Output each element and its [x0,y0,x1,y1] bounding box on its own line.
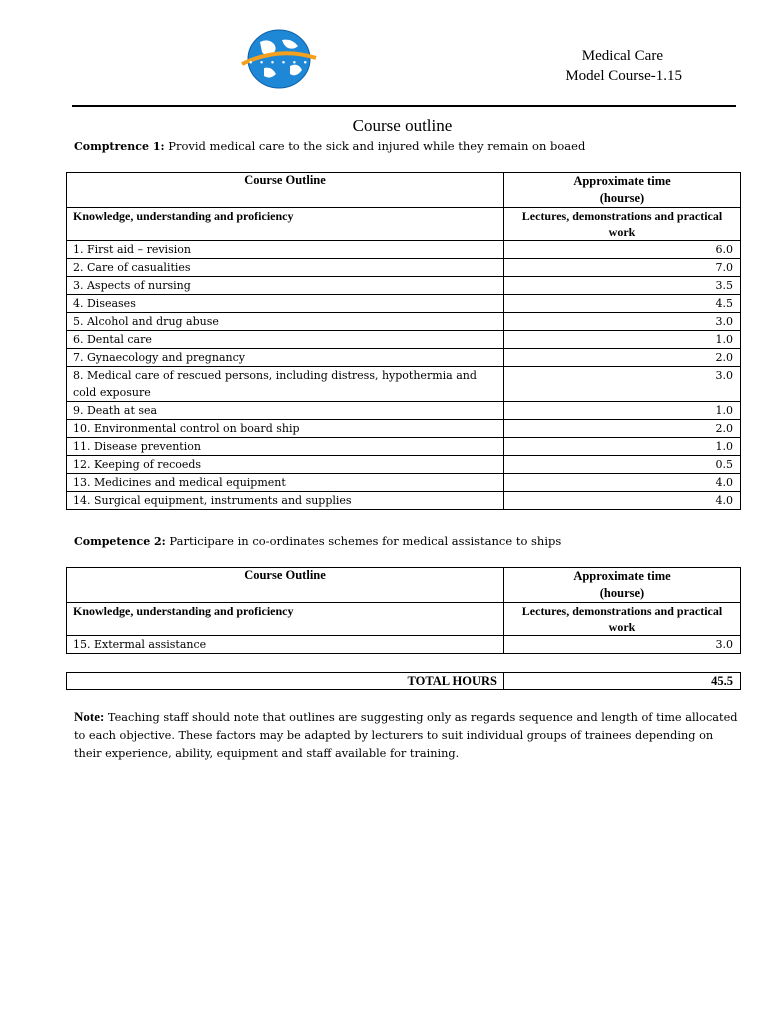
table-row [67,313,741,331]
topic-cell: 4. Diseases [67,295,504,313]
hours-cell: 4.0 [504,492,741,510]
topic-cell: 1. First aid – revision [67,241,504,259]
competence-1-label: Comptrence 1: [74,140,165,153]
table-row [67,636,741,654]
globe-logo-icon [238,28,320,90]
col-time-header-line1: Approximate time [573,569,671,583]
sub-lectures-header: Lectures, demonstrations and practical work [504,208,741,241]
topic-cell: 13. Medicines and medical equipment [67,474,504,492]
topic-cell: 7. Gynaecology and pregnancy [67,349,504,367]
hours-cell: 3.5 [504,277,741,295]
topic-cell: 12. Keeping of recoeds [67,456,504,474]
table-row [67,420,741,438]
topic-cell: 10. Environmental control on board ship [67,420,504,438]
total-hours-table [66,672,741,690]
svg-text:• • • • • •: • • • • • • [248,59,310,67]
table-row [67,492,741,510]
topic-cell: 9. Death at sea [67,402,504,420]
col-time-header-line1: Approximate time [573,174,671,188]
hours-cell: 2.0 [504,349,741,367]
table-row [67,241,741,259]
competence-1-text: Provid medical care to the sick and injured while they remain on boaed [168,139,586,153]
course-table-1 [66,172,741,510]
hours-cell: 3.0 [504,313,741,331]
table-2-body [67,636,741,654]
table-row [67,402,741,420]
table-1-header [67,173,741,208]
note-label: Note: [74,709,105,724]
hours-cell: 6.0 [504,241,741,259]
col-course-outline-header: Course Outline [67,568,504,603]
header-line-1: Medical Care [581,48,663,64]
topic-cell: 5. Alcohol and drug abuse [67,313,504,331]
table-2-header [67,568,741,603]
col-course-outline-header: Course Outline [67,173,504,208]
hours-cell: 0.5 [504,456,741,474]
hours-cell: 1.0 [504,438,741,456]
hours-cell: 3.0 [504,636,741,654]
table-row [67,438,741,456]
col-time-header-line2: (hourse) [599,191,645,205]
total-hours-value: 45.5 [504,673,741,690]
sub-knowledge-header: Knowledge, understanding and proficiency [67,208,504,241]
competence-2-text: Participare in co-ordinates schemes for medical assistance to ships [169,534,562,548]
hours-cell: 1.0 [504,331,741,349]
table-row [67,277,741,295]
table-row [67,349,741,367]
total-hours-label: TOTAL HOURS [67,673,504,690]
competence-2-label: Competence 2: [74,535,166,548]
table-row [67,295,741,313]
topic-cell: 15. Extermal assistance [67,636,504,654]
competence-2 [74,534,561,548]
table-1-subheader [67,208,741,241]
table-row [67,456,741,474]
total-hours-row [67,673,741,690]
col-time-header [504,568,741,603]
col-time-header [504,173,741,208]
header-course-info [565,46,682,86]
header-line-2: Model Course-1.15 [565,68,682,84]
competence-1 [74,139,585,153]
hours-cell: 3.0 [504,367,741,402]
hours-cell: 2.0 [504,420,741,438]
table-row [67,259,741,277]
topic-cell: 14. Surgical equipment, instruments and supplies [67,492,504,510]
topic-cell: 8. Medical care of rescued persons, including distress, hypothermia and cold exposure [67,367,504,402]
hours-cell: 7.0 [504,259,741,277]
table-1-body [67,241,741,510]
hours-cell: 1.0 [504,402,741,420]
hours-cell: 4.0 [504,474,741,492]
topic-cell: 6. Dental care [67,331,504,349]
table-row [67,367,741,402]
page-title: Course outline [352,116,453,135]
note-paragraph [74,708,738,763]
table-row [67,331,741,349]
col-time-header-line2: (hourse) [599,586,645,600]
topic-cell: 3. Aspects of nursing [67,277,504,295]
course-table-2 [66,567,741,654]
header-rule [72,105,736,107]
hours-cell: 4.5 [504,295,741,313]
sub-knowledge-header: Knowledge, understanding and proficiency [67,603,504,636]
table-row [67,474,741,492]
topic-cell: 11. Disease prevention [67,438,504,456]
topic-cell: 2. Care of casualities [67,259,504,277]
note-text: Teaching staff should note that outlines are suggesting only as regards sequence and length of time allocated to each objective. These factors may be adapted by lecturers to suit individual groups of trainees depending on their experience, ability, equipment and staff available for training. [74,711,738,760]
table-2-subheader [67,603,741,636]
sub-lectures-header: Lectures, demonstrations and practical work [504,603,741,636]
